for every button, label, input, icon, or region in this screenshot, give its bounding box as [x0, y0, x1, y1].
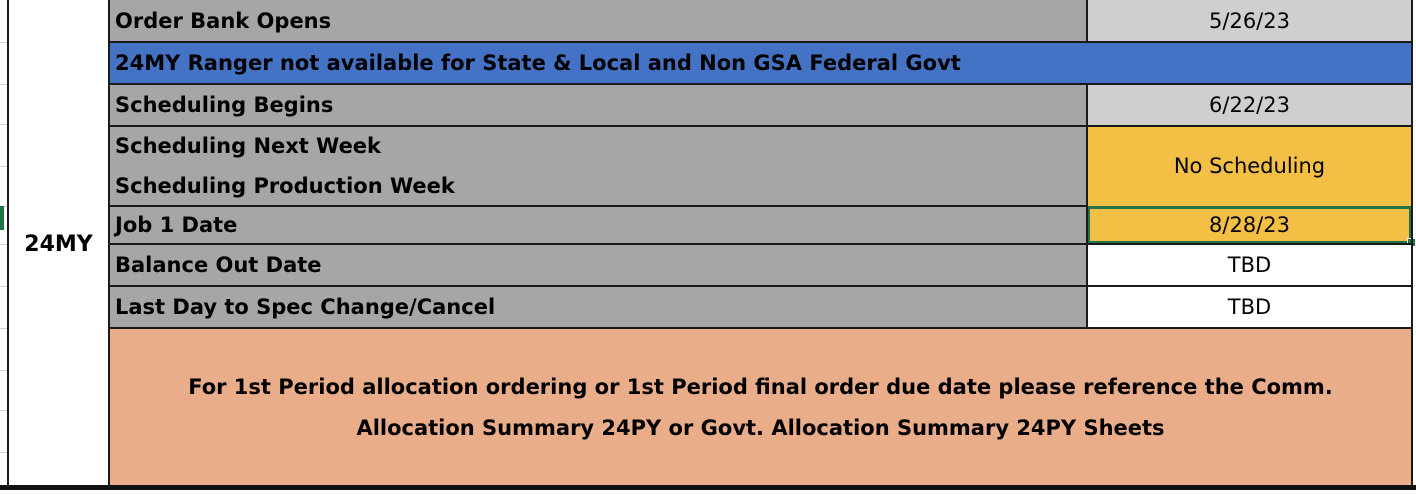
order-bank-opens-label[interactable]: Order Bank Opens — [109, 0, 1087, 42]
last-day-spec-change-value[interactable]: TBD — [1087, 286, 1412, 328]
scheduling-begins-label[interactable]: Scheduling Begins — [109, 84, 1087, 126]
job-1-date-value[interactable]: 8/28/23 — [1087, 206, 1412, 244]
scheduling-begins-value[interactable]: 6/22/23 — [1087, 84, 1412, 126]
model-year-cell[interactable] — [8, 0, 109, 488]
ranger-availability-notice[interactable]: 24MY Ranger not available for State & Local and Non GSA Federal Govt — [109, 42, 1412, 84]
last-day-spec-change-label[interactable]: Last Day to Spec Change/Cancel — [109, 286, 1087, 328]
row-header-selection-marker — [0, 206, 4, 230]
scheduling-production-week-label[interactable]: Scheduling Production Week — [109, 166, 1087, 206]
balance-out-date-value[interactable]: TBD — [1087, 244, 1412, 286]
model-year-label: 24MY — [24, 231, 93, 257]
order-bank-opens-value[interactable]: 5/26/23 — [1087, 0, 1412, 42]
allocation-reference-note[interactable]: For 1st Period allocation ordering or 1st Period final order due date please reference the Comm. Allocation Summary 24PY or Govt. Allocation Summary 24PY Sheets — [109, 328, 1412, 488]
no-scheduling-value[interactable]: No Scheduling — [1087, 126, 1412, 206]
scheduling-next-week-label[interactable]: Scheduling Next Week — [109, 126, 1087, 166]
balance-out-date-label[interactable]: Balance Out Date — [109, 244, 1087, 286]
job-1-date-label[interactable]: Job 1 Date — [109, 206, 1087, 244]
